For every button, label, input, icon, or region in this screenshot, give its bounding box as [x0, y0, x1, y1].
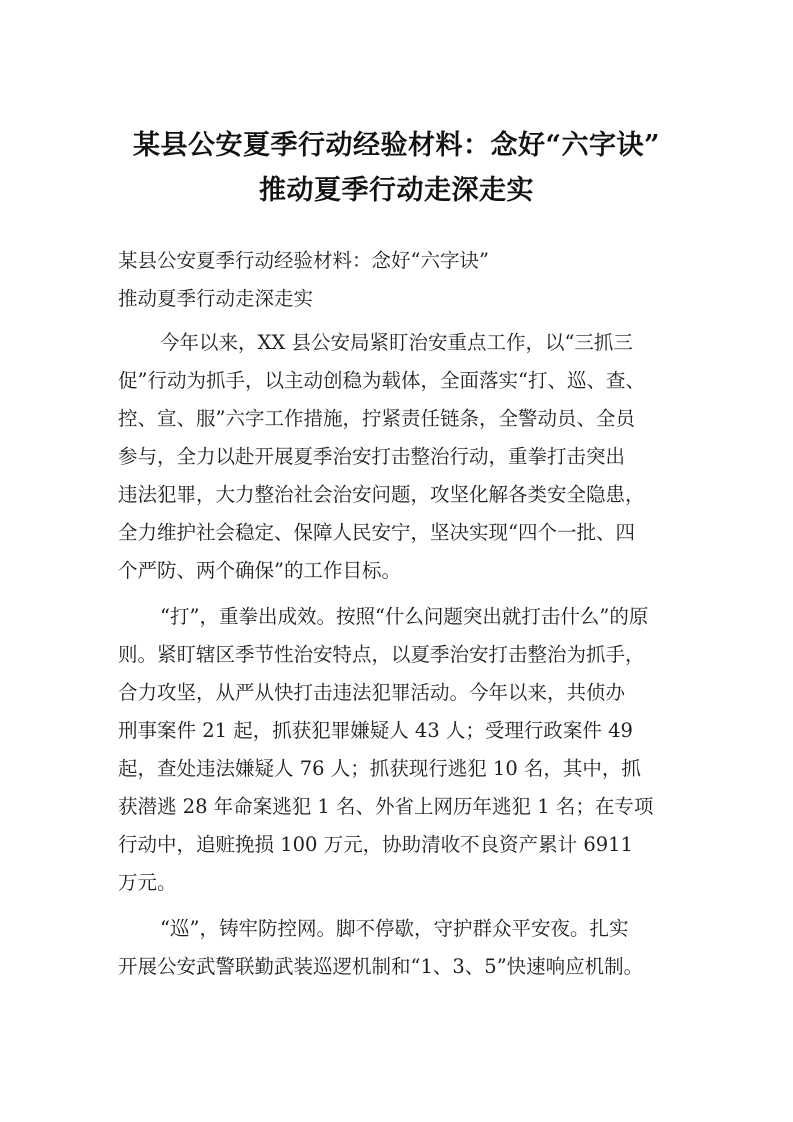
document-title-line-1: 某县公安夏季行动经验材料：念好“六字诀”	[132, 130, 661, 161]
paragraph-1-line-1: 今年以来，XX 县公安局紧盯治安重点工作，以“三抓三	[160, 331, 633, 354]
paragraph-3-line-2: 开展公安武警联勤武装巡逻机制和“1、3、5”快速响应机制。	[118, 955, 644, 978]
paragraph-1-line-6: 全力维护社会稳定、保障人民安宁，坚决实现“四个一批、四	[118, 521, 635, 544]
paragraph-1-line-4: 参与，全力以赴开展夏季治安打击整治行动，重拳打击突出	[118, 445, 626, 468]
document-title-line-2: 推动夏季行动走深走实	[259, 175, 534, 206]
paragraph-1-line-5: 违法犯罪，大力整治社会治安问题，攻坚化解各类安全隐患，	[118, 483, 645, 506]
paragraph-2-line-1: “打”，重拳出成效。按照“什么问题突出就打击什么”的原	[160, 605, 649, 628]
paragraph-1-line-3: 控、宣、服”六字工作措施，拧紧责任链条，全警动员、全员	[118, 407, 635, 430]
paragraph-2-line-6: 获潜逃 28 年命案逃犯 1 名、外省上网历年逃犯 1 名；在专项	[118, 795, 654, 818]
paragraph-2-line-5: 起，查处违法嫌疑人 76 人；抓获现行逃犯 10 名，其中，抓	[118, 757, 641, 780]
paragraph-3-line-1: “巡”，铸牢防控网。脚不停歇，守护群众平安夜。扎实	[160, 917, 629, 940]
paragraph-2-line-8: 万元。	[118, 871, 177, 894]
paragraph-2-line-3: 合力攻坚，从严从快打击违法犯罪活动。今年以来，共侦办	[118, 681, 626, 704]
subtitle-line-2: 推动夏季行动走深走实	[118, 287, 314, 310]
paragraph-2-line-2: 则。紧盯辖区季节性治安特点，以夏季治安打击整治为抓手，	[118, 643, 645, 666]
subtitle-line-1: 某县公安夏季行动经验材料：念好“六字诀”	[118, 249, 489, 272]
paragraph-1-line-7: 个严防、两个确保”的工作目标。	[118, 559, 401, 582]
paragraph-2-line-4: 刑事案件 21 起，抓获犯罪嫌疑人 43 人；受理行政案件 49	[118, 719, 633, 742]
paragraph-2-line-7: 行动中，追赃挽损 100 万元，协助清收不良资产累计 6911	[118, 833, 633, 856]
paragraph-1-line-2: 促”行动为抓手，以主动创稳为载体，全面落实“打、巡、查、	[118, 369, 645, 392]
